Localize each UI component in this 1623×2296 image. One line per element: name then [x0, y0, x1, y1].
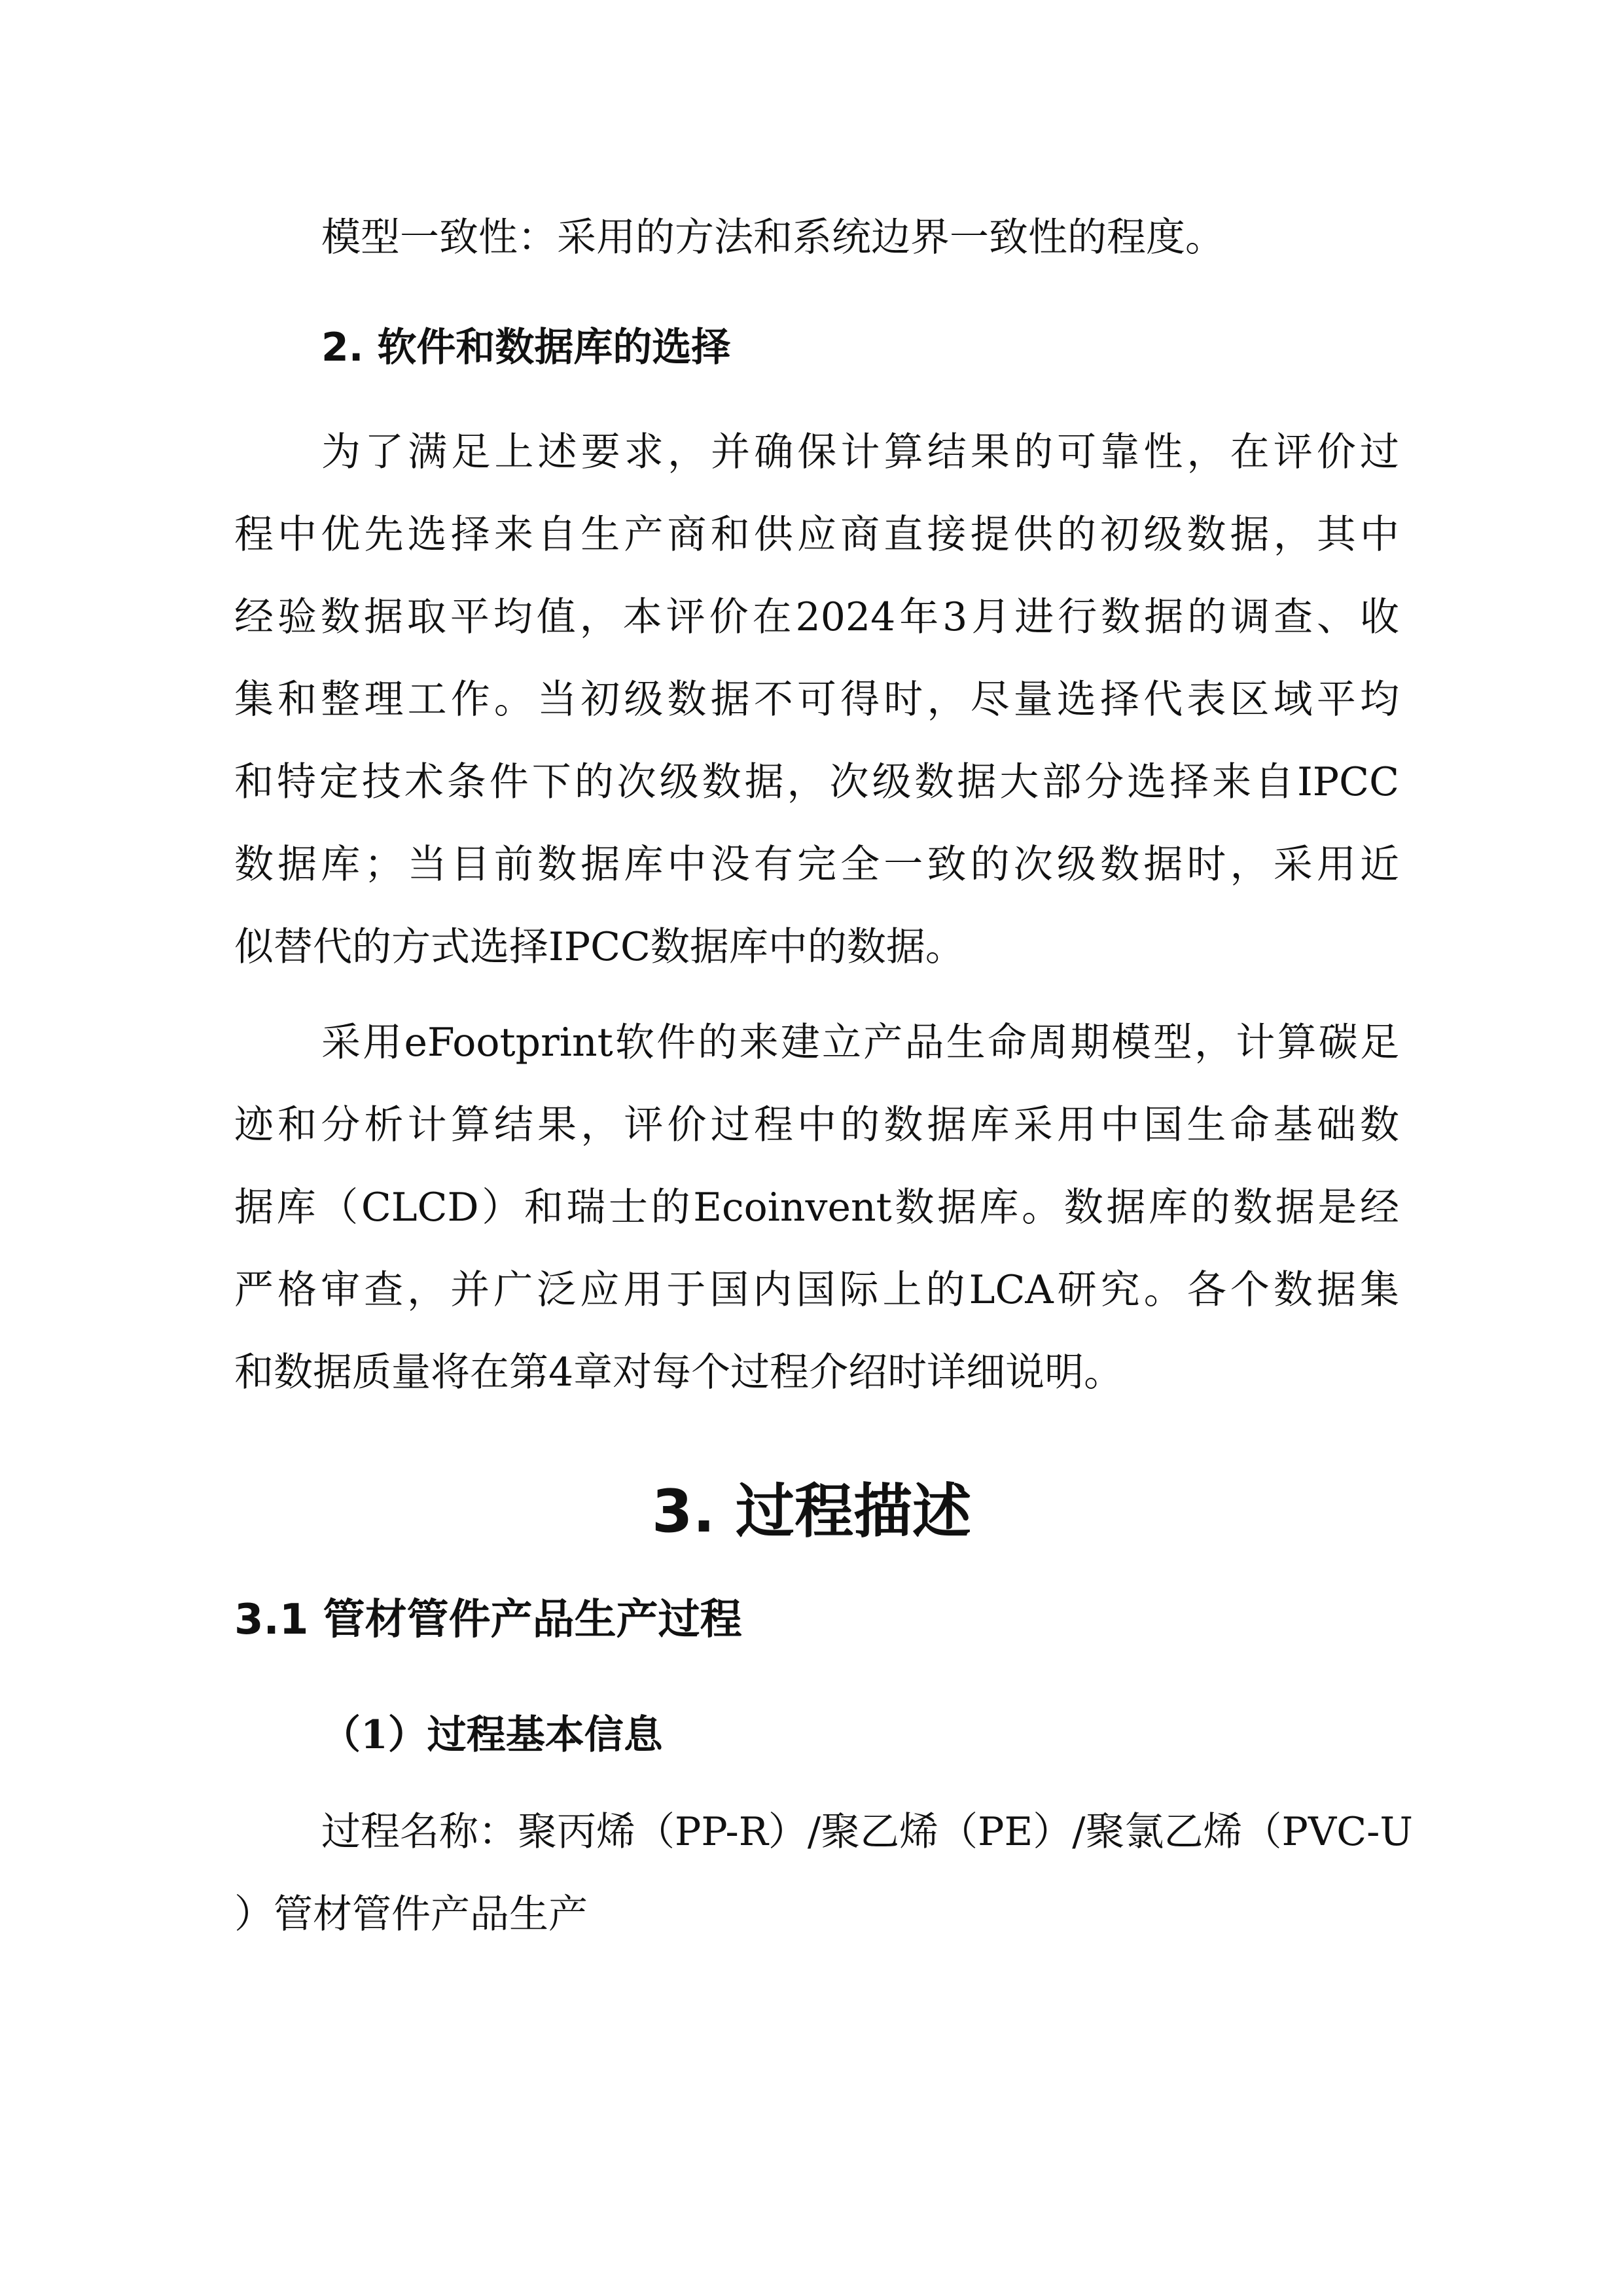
paragraph-line: 程中优先选择来自生产商和供应商直接提供的初级数据，其中: [234, 512, 1399, 558]
section-heading-software-database: 2. 软件和数据库的选择: [321, 325, 731, 370]
paragraph-line: ）管材管件产品生产: [234, 1892, 588, 1937]
paragraph-line: 过程名称：聚丙烯（PP-R）/聚乙烯（PE）/聚氯乙烯（PVC-U: [321, 1809, 1413, 1855]
paragraph-line: 和数据质量将在第4章对每个过程介绍时详细说明。: [234, 1350, 1124, 1395]
paragraph-line: 经验数据取平均值，本评价在2024年3月进行数据的调查、收: [234, 594, 1399, 640]
paragraph-line: 和特定技术条件下的次级数据，次级数据大部分选择来自IPCC: [234, 759, 1399, 805]
intro-line: 模型一致性：采用的方法和系统边界一致性的程度。: [321, 215, 1224, 260]
paragraph-line: 迹和分析计算结果，评价过程中的数据库采用中国生命基础数: [234, 1102, 1399, 1148]
paragraph-line: 集和整理工作。当初级数据不可得时，尽量选择代表区域平均: [234, 677, 1399, 723]
paragraph-line: 据库（CLCD）和瑞士的Ecoinvent数据库。数据库的数据是经: [234, 1185, 1399, 1230]
subsection-heading-basic-info: （1）过程基本信息: [321, 1712, 663, 1758]
section-heading-3-1: 3.1 管材管件产品生产过程: [234, 1596, 742, 1644]
paragraph-line: 似替代的方式选择IPCC数据库中的数据。: [234, 924, 965, 970]
paragraph-line: 为了满足上述要求，并确保计算结果的可靠性，在评价过: [321, 429, 1399, 475]
paragraph-line: 数据库；当目前数据库中没有完全一致的次级数据时，采用近: [234, 842, 1399, 888]
paragraph-line: 严格审查，并广泛应用于国内国际上的LCA研究。各个数据集: [234, 1267, 1399, 1313]
chapter-title: 3. 过程描述: [651, 1477, 972, 1546]
paragraph-line: 采用eFootprint软件的来建立产品生命周期模型，计算碳足: [321, 1020, 1399, 1066]
